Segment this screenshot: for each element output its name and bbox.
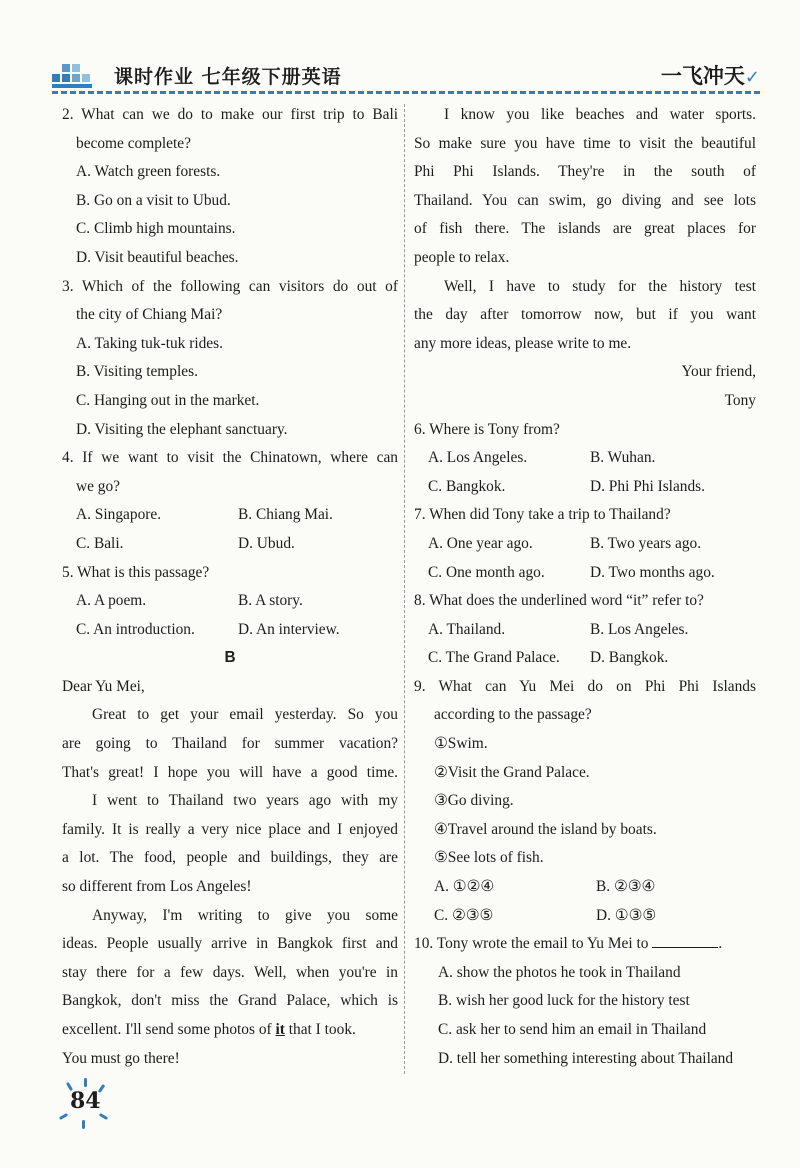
letter-p4-line3: Phi Phi Islands. They're in the south of (414, 163, 756, 181)
q7-option-a: A. One year ago. (428, 534, 533, 552)
q10-option-b: B. wish her good luck for the history test (438, 992, 690, 1010)
page-number (62, 1082, 106, 1126)
letter-p4-line2: So make sure you have time to visit the beautiful (414, 134, 756, 152)
q8-option-c: C. The Grand Palace. (428, 649, 560, 667)
q5-option-d: D. An interview. (238, 620, 340, 638)
letter-p2-line2: family. It is really a very nice place and I enjoyed (62, 820, 398, 838)
q3-stem-line2: the city of Chiang Mai? (76, 306, 223, 324)
q9-option-c: C. ②③⑤ (434, 906, 494, 924)
letter-p5-line1: Well, I have to study for the history test (444, 277, 756, 295)
header-title: 课时作业 七年级下册英语 (114, 66, 342, 88)
letter-p3-line6: You must go there! (62, 1049, 180, 1067)
q5-options-row1 (62, 587, 398, 616)
q4-option-d: D. Ubud. (238, 534, 295, 552)
q9-options-row1 (414, 873, 756, 902)
q4-stem-line1: 4. If we want to visit the Chinatown, where can (62, 449, 398, 467)
letter-p3-line5-a: excellent. I'll send some photos of (62, 1021, 276, 1038)
q3-option-a: A. Taking tuk-tuk rides. (76, 334, 223, 352)
q9-item-5: ⑤See lots of fish. (434, 849, 544, 867)
q2-option-b: B. Go on a visit to Ubud. (76, 191, 231, 209)
q8-options-row2 (414, 644, 756, 673)
q6-option-a: A. Los Angeles. (428, 449, 528, 467)
letter-p4-line1: I know you like beaches and water sports. (444, 106, 756, 123)
q9-item-4: ④Travel around the island by boats. (434, 820, 657, 838)
q2-option-d: D. Visit beautiful beaches. (76, 248, 239, 266)
q10-stem-end: . (718, 935, 723, 953)
q9-options-row2 (414, 902, 756, 931)
q9-item-1: ①Swim. (434, 735, 488, 753)
q9-item-3: ③Go diving. (434, 792, 514, 810)
letter-p2-line1: I went to Thailand two years ago with my (92, 792, 398, 810)
q5-stem: 5. What is this passage? (62, 563, 210, 581)
q10-option-c: C. ask her to send him an email in Thailand (438, 1021, 707, 1038)
q6-option-b: B. Wuhan. (590, 449, 656, 467)
letter-p1-line1: Great to get your email yesterday. So you (92, 706, 398, 724)
brand-text: 一飞冲天 (660, 64, 745, 88)
q8-option-d: D. Bangkok. (590, 649, 669, 667)
q9-stem-line1: 9. What can Yu Mei do on Phi Phi Islands (414, 677, 756, 695)
q9-option-a: A. ①②④ (434, 878, 495, 896)
q9-option-b: B. ②③④ (596, 878, 656, 896)
q8-stem: 8. What does the underlined word “it” refer to? (414, 592, 704, 610)
q9-item-2: ②Visit the Grand Palace. (434, 763, 590, 781)
letter-p3-line1: Anyway, I'm writing to give you some (92, 906, 398, 924)
q7-stem: 7. When did Tony take a trip to Thailand? (414, 506, 671, 524)
q4-option-b: B. Chiang Mai. (238, 506, 333, 524)
letter-p2-line4: so different from Los Angeles! (62, 878, 252, 896)
q2-option-a: A. Watch green forests. (76, 163, 221, 181)
letter-p5-line2: the day after tomorrow now, but if you want (414, 306, 756, 324)
letter-p4-line5: of fish there. The islands are great places for (414, 220, 756, 238)
left-column (62, 101, 398, 1073)
spark-icon (82, 1120, 85, 1129)
q8-options-row1 (414, 616, 756, 645)
q5-option-b: B. A story. (238, 592, 303, 610)
q10-answer-blank (652, 933, 718, 948)
q4-options-row1 (62, 501, 398, 530)
letter-p3-line4: Bangkok, don't miss the Grand Palace, which is (62, 992, 398, 1010)
q2-option-c: C. Climb high mountains. (76, 220, 236, 238)
q7-options-row2 (414, 559, 756, 588)
q2-stem-line2: become complete? (76, 134, 191, 152)
page-header (52, 56, 760, 94)
q4-option-c: C. Bali. (76, 534, 124, 552)
q4-stem-line2: we go? (76, 477, 121, 495)
letter-p3-line2: ideas. People usually arrive in Bangkok first and (62, 935, 398, 953)
letter-p5-line3: any more ideas, please write to me. (414, 334, 632, 352)
q10-stem (414, 930, 756, 959)
q7-options-row1 (414, 530, 756, 559)
q10-stem-text: 10. Tony wrote the email to Yu Mei to (414, 935, 649, 953)
q7-option-c: C. One month ago. (428, 563, 545, 581)
q6-option-c: C. Bangkok. (428, 477, 506, 495)
letter-p4-line4: Thailand. You can swim, go diving and see lots (414, 191, 756, 209)
letter-p2-line3: a lot. The food, people and buildings, they are (62, 849, 398, 867)
q5-option-c: C. An introduction. (76, 620, 195, 638)
q3-option-d: D. Visiting the elephant sanctuary. (76, 420, 288, 438)
page-number-text: 84 (70, 1088, 101, 1114)
right-column (414, 101, 756, 1073)
q10-option-a: A. show the photos he took in Thailand (438, 963, 681, 981)
letter-p3-line5-b: that I took. (284, 1021, 356, 1038)
letter-greeting: Dear Yu Mei, (62, 677, 145, 695)
letter-p4-line6: people to relax. (414, 248, 510, 266)
q6-stem: 6. Where is Tony from? (414, 420, 560, 438)
spark-icon (59, 1113, 68, 1120)
letter-p1-line3: That's great! I hope you will have a good time. (62, 763, 398, 781)
q10-option-d: D. tell her something interesting about Thailand (438, 1049, 734, 1067)
q9-option-d: D. ①③⑤ (596, 906, 657, 924)
section-b-heading: B (224, 649, 236, 667)
logo-icon (52, 60, 102, 90)
q2-stem-line1: 2. What can we do to make our first trip to Bali (62, 106, 398, 123)
q4-option-a: A. Singapore. (76, 506, 162, 524)
letter-signature: Tony (724, 391, 756, 409)
brand-logo (661, 60, 760, 90)
letter-p1-line2: are going to Thailand for summer vacation? (62, 735, 398, 753)
q3-stem-line1: 3. Which of the following can visitors do out of (62, 277, 398, 295)
spark-icon (99, 1113, 108, 1120)
q6-options-row2 (414, 473, 756, 502)
underlined-word-it: it (275, 1021, 285, 1038)
q7-option-d: D. Two months ago. (590, 563, 715, 581)
q3-option-b: B. Visiting temples. (76, 363, 198, 381)
q9-stem-line2: according to the passage? (434, 706, 592, 724)
letter-p3-line5 (62, 1016, 398, 1045)
header-rule (52, 91, 760, 94)
q4-options-row2 (62, 530, 398, 559)
q8-option-b: B. Los Angeles. (590, 620, 689, 638)
q5-options-row2 (62, 616, 398, 645)
q5-option-a: A. A poem. (76, 592, 147, 610)
brand-check-icon: ✓ (744, 67, 760, 88)
letter-p3-line3: stay there for a few days. Well, when you're in (62, 963, 398, 981)
q8-option-a: A. Thailand. (428, 620, 506, 638)
spark-icon (84, 1078, 87, 1087)
q6-options-row1 (414, 444, 756, 473)
q3-option-c: C. Hanging out in the market. (76, 391, 260, 409)
q6-option-d: D. Phi Phi Islands. (590, 477, 706, 495)
column-divider (404, 104, 405, 1074)
letter-closing: Your friend, (681, 363, 756, 381)
q7-option-b: B. Two years ago. (590, 534, 702, 552)
